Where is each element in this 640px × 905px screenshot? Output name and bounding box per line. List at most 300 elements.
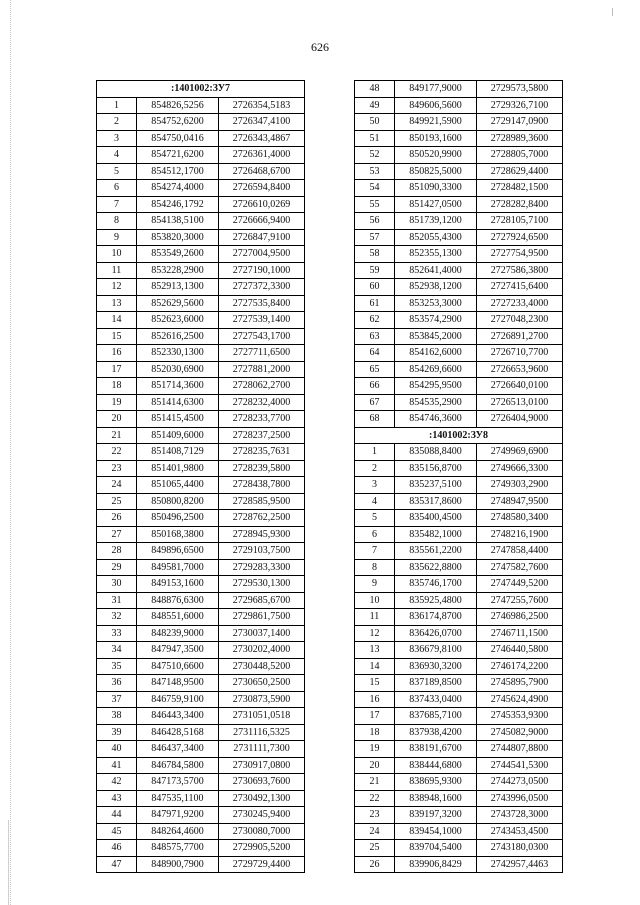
table-row [97,741,305,758]
section-header-row [355,427,563,444]
coordinates-table-right-body-bottom [355,427,563,873]
point-number-cell: 40 [97,741,137,758]
y-coordinate-cell: 2747255,7600 [477,592,563,609]
point-number-cell: 23 [355,807,395,824]
y-coordinate-cell: 2743728,3000 [477,807,563,824]
table-row [355,279,563,296]
y-coordinate-cell: 2727190,1000 [219,262,305,279]
point-number-cell: 31 [97,592,137,609]
x-coordinate-cell: 835317,8600 [395,493,477,510]
point-number-cell: 15 [97,328,137,345]
point-number-cell: 22 [355,790,395,807]
x-coordinate-cell: 847173,5700 [137,774,219,791]
x-coordinate-cell: 849177,9000 [395,81,477,98]
x-coordinate-cell: 835088,8400 [395,444,477,461]
y-coordinate-cell: 2729103,7500 [219,543,305,560]
table-row [355,411,563,428]
x-coordinate-cell: 851414,6300 [137,394,219,411]
table-row [355,576,563,593]
table-row [97,427,305,444]
y-coordinate-cell: 2727539,1400 [219,312,305,329]
table-row [97,411,305,428]
y-coordinate-cell: 2729573,5800 [477,81,563,98]
x-coordinate-cell: 838191,6700 [395,741,477,758]
x-coordinate-cell: 854246,1792 [137,196,219,213]
table-row [355,130,563,147]
scan-mark [612,8,613,16]
table-row [355,312,563,329]
x-coordinate-cell: 852629,5600 [137,295,219,312]
table-row [355,625,563,642]
y-coordinate-cell: 2730202,4000 [219,642,305,659]
table-row [355,642,563,659]
x-coordinate-cell: 851065,4400 [137,477,219,494]
point-number-cell: 45 [97,823,137,840]
point-number-cell: 3 [97,130,137,147]
table-row [97,526,305,543]
point-number-cell: 2 [97,114,137,131]
x-coordinate-cell: 851090,3300 [395,180,477,197]
point-number-cell: 46 [97,840,137,857]
x-coordinate-cell: 854269,6600 [395,361,477,378]
table-row [97,856,305,873]
x-coordinate-cell: 852938,1200 [395,279,477,296]
point-number-cell: 16 [97,345,137,362]
point-number-cell: 5 [97,163,137,180]
x-coordinate-cell: 853549,2600 [137,246,219,263]
table-row [97,658,305,675]
y-coordinate-cell: 2730693,7600 [219,774,305,791]
x-coordinate-cell: 847535,1100 [137,790,219,807]
table-row [97,576,305,593]
y-coordinate-cell: 2728762,2500 [219,510,305,527]
x-coordinate-cell: 846443,3400 [137,708,219,725]
point-number-cell: 9 [97,229,137,246]
point-number-cell: 33 [97,625,137,642]
x-coordinate-cell: 847947,3500 [137,642,219,659]
scan-edge-line [10,0,11,905]
table-row [355,477,563,494]
x-coordinate-cell: 852623,6000 [137,312,219,329]
x-coordinate-cell: 846428,5168 [137,724,219,741]
table-row [355,807,563,824]
table-row [355,559,563,576]
point-number-cell: 68 [355,411,395,428]
y-coordinate-cell: 2727881,2000 [219,361,305,378]
point-number-cell: 15 [355,675,395,692]
y-coordinate-cell: 2728235,7631 [219,444,305,461]
table-row [97,823,305,840]
x-coordinate-cell: 850168,3800 [137,526,219,543]
point-number-cell: 17 [355,708,395,725]
table-row [97,328,305,345]
y-coordinate-cell: 2728105,7100 [477,213,563,230]
table-row [355,790,563,807]
point-number-cell: 16 [355,691,395,708]
y-coordinate-cell: 2727372,3300 [219,279,305,296]
table-row [355,213,563,230]
y-coordinate-cell: 2745353,9300 [477,708,563,725]
y-coordinate-cell: 2747582,7600 [477,559,563,576]
table-row [97,114,305,131]
y-coordinate-cell: 2728482,1500 [477,180,563,197]
x-coordinate-cell: 835237,5100 [395,477,477,494]
table-row [355,493,563,510]
x-coordinate-cell: 838444,6800 [395,757,477,774]
table-row [97,708,305,725]
table-row [355,856,563,873]
table-row [97,592,305,609]
point-number-cell: 51 [355,130,395,147]
y-coordinate-cell: 2729685,6700 [219,592,305,609]
table-row [97,609,305,626]
point-number-cell: 43 [97,790,137,807]
point-number-cell: 24 [97,477,137,494]
x-coordinate-cell: 847148,9500 [137,675,219,692]
table-row [97,345,305,362]
point-number-cell: 5 [355,510,395,527]
x-coordinate-cell: 854162,6000 [395,345,477,362]
table-row [97,559,305,576]
y-coordinate-cell: 2747858,4400 [477,543,563,560]
table-row [97,757,305,774]
y-coordinate-cell: 2728629,4400 [477,163,563,180]
point-number-cell: 37 [97,691,137,708]
point-number-cell: 49 [355,97,395,114]
x-coordinate-cell: 854752,6200 [137,114,219,131]
y-coordinate-cell: 2729905,5200 [219,840,305,857]
y-coordinate-cell: 2749969,6900 [477,444,563,461]
point-number-cell: 60 [355,279,395,296]
y-coordinate-cell: 2726594,8400 [219,180,305,197]
y-coordinate-cell: 2728237,2500 [219,427,305,444]
table-row [355,460,563,477]
point-number-cell: 48 [355,81,395,98]
point-number-cell: 58 [355,246,395,263]
point-number-cell: 36 [97,675,137,692]
table-row [97,642,305,659]
y-coordinate-cell: 2749666,3300 [477,460,563,477]
table-row [97,840,305,857]
point-number-cell: 52 [355,147,395,164]
y-coordinate-cell: 2727924,6500 [477,229,563,246]
table-row [355,724,563,741]
y-coordinate-cell: 2747449,5200 [477,576,563,593]
table-row [355,675,563,692]
table-row [355,708,563,725]
table-row [355,345,563,362]
y-coordinate-cell: 2745082,9000 [477,724,563,741]
table-row [355,609,563,626]
coordinates-table-right [354,80,563,873]
table-row [355,378,563,395]
y-coordinate-cell: 2730080,7000 [219,823,305,840]
y-coordinate-cell: 2748947,9500 [477,493,563,510]
table-row [97,279,305,296]
point-number-cell: 1 [355,444,395,461]
x-coordinate-cell: 849606,5600 [395,97,477,114]
point-number-cell: 11 [97,262,137,279]
table-row [97,262,305,279]
x-coordinate-cell: 851401,9800 [137,460,219,477]
x-coordinate-cell: 836426,0700 [395,625,477,642]
point-number-cell: 66 [355,378,395,395]
y-coordinate-cell: 2726347,4100 [219,114,305,131]
y-coordinate-cell: 2728585,9500 [219,493,305,510]
y-coordinate-cell: 2745624,4900 [477,691,563,708]
x-coordinate-cell: 852030,6900 [137,361,219,378]
x-coordinate-cell: 852330,1300 [137,345,219,362]
table-row [97,312,305,329]
point-number-cell: 6 [97,180,137,197]
y-coordinate-cell: 2744807,8800 [477,741,563,758]
y-coordinate-cell: 2729861,7500 [219,609,305,626]
x-coordinate-cell: 853228,2900 [137,262,219,279]
point-number-cell: 21 [355,774,395,791]
table-row [355,196,563,213]
x-coordinate-cell: 854295,9500 [395,378,477,395]
table-row [355,526,563,543]
x-coordinate-cell: 848551,6000 [137,609,219,626]
table-row [97,147,305,164]
section-title: :1401002:ЗУ7 [97,81,305,98]
x-coordinate-cell: 853253,3000 [395,295,477,312]
y-coordinate-cell: 2727415,6400 [477,279,563,296]
x-coordinate-cell: 849896,6500 [137,543,219,560]
y-coordinate-cell: 2730492,1300 [219,790,305,807]
table-row [97,460,305,477]
table-row [97,774,305,791]
y-coordinate-cell: 2743453,4500 [477,823,563,840]
point-number-cell: 29 [97,559,137,576]
x-coordinate-cell: 852055,4300 [395,229,477,246]
table-row [97,97,305,114]
x-coordinate-cell: 849921,5900 [395,114,477,131]
x-coordinate-cell: 851409,6000 [137,427,219,444]
x-coordinate-cell: 850800,8200 [137,493,219,510]
table-row [355,444,563,461]
y-coordinate-cell: 2728233,7700 [219,411,305,428]
y-coordinate-cell: 2746711,1500 [477,625,563,642]
point-number-cell: 8 [97,213,137,230]
table-row [97,196,305,213]
y-coordinate-cell: 2726343,4867 [219,130,305,147]
x-coordinate-cell: 854512,1700 [137,163,219,180]
x-coordinate-cell: 853574,2900 [395,312,477,329]
point-number-cell: 39 [97,724,137,741]
point-number-cell: 34 [97,642,137,659]
point-number-cell: 20 [355,757,395,774]
y-coordinate-cell: 2731116,5325 [219,724,305,741]
point-number-cell: 18 [355,724,395,741]
coordinates-table-left-body [97,81,305,873]
table-row [97,378,305,395]
page-number: 626 [311,40,329,54]
y-coordinate-cell: 2727048,2300 [477,312,563,329]
point-number-cell: 32 [97,609,137,626]
x-coordinate-cell: 835156,8700 [395,460,477,477]
x-coordinate-cell: 850496,2500 [137,510,219,527]
table-row [97,724,305,741]
y-coordinate-cell: 2742957,4463 [477,856,563,873]
point-number-cell: 56 [355,213,395,230]
x-coordinate-cell: 839704,5400 [395,840,477,857]
point-number-cell: 21 [97,427,137,444]
y-coordinate-cell: 2729530,1300 [219,576,305,593]
point-number-cell: 67 [355,394,395,411]
y-coordinate-cell: 2730873,5900 [219,691,305,708]
table-row [97,625,305,642]
y-coordinate-cell: 2726847,9100 [219,229,305,246]
table-row [355,691,563,708]
x-coordinate-cell: 848239,9000 [137,625,219,642]
y-coordinate-cell: 2726610,0269 [219,196,305,213]
x-coordinate-cell: 846784,5800 [137,757,219,774]
table-row [355,295,563,312]
table-row [355,510,563,527]
x-coordinate-cell: 851714,3600 [137,378,219,395]
point-number-cell: 14 [355,658,395,675]
table-row [355,262,563,279]
point-number-cell: 30 [97,576,137,593]
x-coordinate-cell: 854138,5100 [137,213,219,230]
point-number-cell: 19 [97,394,137,411]
y-coordinate-cell: 2728282,8400 [477,196,563,213]
point-number-cell: 19 [355,741,395,758]
table-row [355,394,563,411]
section-header-row [97,81,305,98]
table-row [97,246,305,263]
table-row [355,840,563,857]
y-coordinate-cell: 2748580,3400 [477,510,563,527]
table-row [97,675,305,692]
y-coordinate-cell: 2726640,0100 [477,378,563,395]
x-coordinate-cell: 838695,9300 [395,774,477,791]
table-row [355,180,563,197]
y-coordinate-cell: 2731051,0518 [219,708,305,725]
y-coordinate-cell: 2730037,1400 [219,625,305,642]
x-coordinate-cell: 846759,9100 [137,691,219,708]
x-coordinate-cell: 853820,3000 [137,229,219,246]
point-number-cell: 25 [355,840,395,857]
point-number-cell: 42 [97,774,137,791]
y-coordinate-cell: 2744273,0500 [477,774,563,791]
x-coordinate-cell: 835746,1700 [395,576,477,593]
table-row [97,295,305,312]
x-coordinate-cell: 851415,4500 [137,411,219,428]
x-coordinate-cell: 851739,1200 [395,213,477,230]
point-number-cell: 53 [355,163,395,180]
point-number-cell: 7 [355,543,395,560]
y-coordinate-cell: 2727711,6500 [219,345,305,362]
table-row [97,807,305,824]
y-coordinate-cell: 2727543,1700 [219,328,305,345]
y-coordinate-cell: 2726354,5183 [219,97,305,114]
point-number-cell: 9 [355,576,395,593]
point-number-cell: 41 [97,757,137,774]
x-coordinate-cell: 847971,9200 [137,807,219,824]
x-coordinate-cell: 852355,1300 [395,246,477,263]
y-coordinate-cell: 2729729,4400 [219,856,305,873]
x-coordinate-cell: 850520,9900 [395,147,477,164]
point-number-cell: 13 [97,295,137,312]
x-coordinate-cell: 854746,3600 [395,411,477,428]
table-row [97,493,305,510]
table-row [355,757,563,774]
x-coordinate-cell: 837685,7100 [395,708,477,725]
y-coordinate-cell: 2730917,0800 [219,757,305,774]
point-number-cell: 55 [355,196,395,213]
y-coordinate-cell: 2748216,1900 [477,526,563,543]
point-number-cell: 28 [97,543,137,560]
point-number-cell: 4 [97,147,137,164]
y-coordinate-cell: 2746174,2200 [477,658,563,675]
y-coordinate-cell: 2731111,7300 [219,741,305,758]
point-number-cell: 62 [355,312,395,329]
x-coordinate-cell: 837938,4200 [395,724,477,741]
table-row [355,823,563,840]
y-coordinate-cell: 2726361,4000 [219,147,305,164]
x-coordinate-cell: 847510,6600 [137,658,219,675]
point-number-cell: 54 [355,180,395,197]
table-row [97,444,305,461]
x-coordinate-cell: 853845,2000 [395,328,477,345]
point-number-cell: 3 [355,477,395,494]
x-coordinate-cell: 850193,1600 [395,130,477,147]
y-coordinate-cell: 2727004,9500 [219,246,305,263]
table-row [97,163,305,180]
table-row [97,477,305,494]
y-coordinate-cell: 2729326,7100 [477,97,563,114]
table-row [355,361,563,378]
y-coordinate-cell: 2728438,7800 [219,477,305,494]
y-coordinate-cell: 2730245,9400 [219,807,305,824]
x-coordinate-cell: 837433,0400 [395,691,477,708]
x-coordinate-cell: 852616,2500 [137,328,219,345]
x-coordinate-cell: 835622,8800 [395,559,477,576]
x-coordinate-cell: 854274,4000 [137,180,219,197]
table-row [97,691,305,708]
y-coordinate-cell: 2730650,2500 [219,675,305,692]
y-coordinate-cell: 2729147,0900 [477,114,563,131]
x-coordinate-cell: 835400,4500 [395,510,477,527]
y-coordinate-cell: 2727754,9500 [477,246,563,263]
table-row [355,97,563,114]
table-row [355,658,563,675]
x-coordinate-cell: 836174,8700 [395,609,477,626]
x-coordinate-cell: 851408,7129 [137,444,219,461]
table-row [355,328,563,345]
x-coordinate-cell: 848264,4600 [137,823,219,840]
table-row [355,246,563,263]
point-number-cell: 6 [355,526,395,543]
point-number-cell: 24 [355,823,395,840]
x-coordinate-cell: 848900,7900 [137,856,219,873]
table-row [97,543,305,560]
x-coordinate-cell: 839454,1000 [395,823,477,840]
table-row [355,147,563,164]
x-coordinate-cell: 835561,2200 [395,543,477,560]
x-coordinate-cell: 851427,0500 [395,196,477,213]
table-row [97,510,305,527]
x-coordinate-cell: 835482,1000 [395,526,477,543]
point-number-cell: 14 [97,312,137,329]
point-number-cell: 64 [355,345,395,362]
point-number-cell: 23 [97,460,137,477]
point-number-cell: 18 [97,378,137,395]
point-number-cell: 8 [355,559,395,576]
table-row [97,130,305,147]
